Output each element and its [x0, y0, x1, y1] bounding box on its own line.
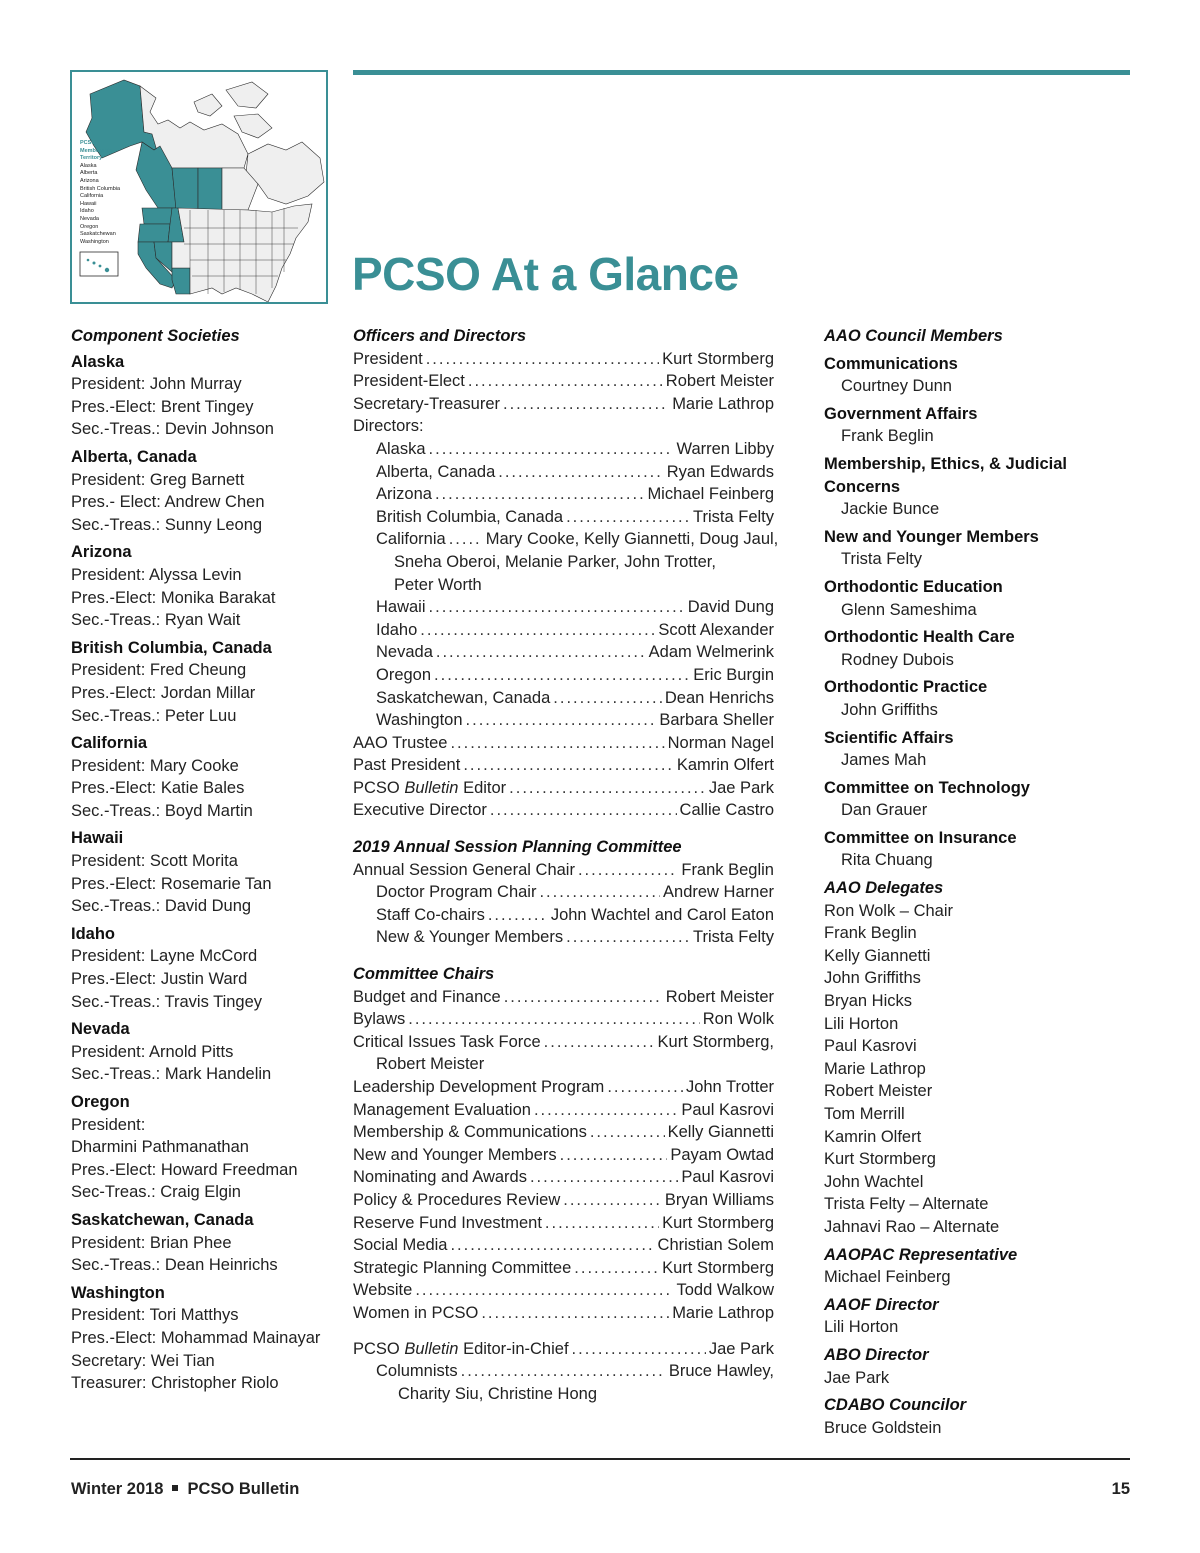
row-value: Adam Welmerink: [648, 643, 774, 662]
row-value: Kurt Stormberg: [662, 349, 774, 368]
map-legend-item: Alaska: [80, 162, 97, 169]
footer-publication: PCSO Bulletin: [187, 1480, 300, 1498]
map-legend-item: Idaho: [80, 208, 94, 215]
dot-leader: [498, 461, 663, 484]
leader-row: [353, 1121, 774, 1144]
society-officer: President: Scott Morita: [71, 852, 238, 871]
row-label: Arizona: [376, 485, 432, 504]
leader-row: [353, 483, 774, 506]
row-label: Doctor Program Chair: [376, 883, 537, 902]
leader-row: [353, 1031, 774, 1054]
society-officer: Sec.-Treas.: Boyd Martin: [71, 801, 253, 820]
row-label: Columnists: [376, 1362, 458, 1381]
leader-row: [353, 596, 774, 619]
leader-row: [353, 1166, 774, 1189]
dot-leader: [544, 1031, 655, 1054]
row-value: Kurt Stormberg,: [657, 1032, 774, 1051]
delegate-name: Lili Horton: [824, 1014, 899, 1033]
dot-leader: [560, 1144, 668, 1167]
council-member: John Griffiths: [841, 700, 938, 719]
society-name: California: [71, 734, 148, 753]
row-label: Secretary-Treasurer: [353, 394, 501, 413]
society-name: British Columbia, Canada: [71, 638, 272, 657]
leader-row: [353, 904, 774, 927]
row-value: Barbara Sheller: [659, 711, 774, 730]
society-name: Saskatchewan, Canada: [71, 1210, 254, 1229]
council-member: Courtney Dunn: [841, 377, 952, 396]
dot-leader: [463, 754, 674, 777]
society-officer: Sec.-Treas.: Sunny Leong: [71, 515, 263, 534]
society-name: Arizona: [71, 543, 132, 562]
continuation-line: Robert Meister: [376, 1055, 485, 1074]
dot-leader: [466, 709, 657, 732]
row-value: Robert Meister: [665, 987, 774, 1006]
row-value: Norman Nagel: [667, 733, 774, 752]
leader-row: [353, 1212, 774, 1235]
section-heading: AAO Council Members: [824, 327, 1003, 345]
society-group: [71, 923, 341, 1013]
society-officer: President: Greg Barnett: [71, 470, 245, 489]
society-officer: Sec.-Treas.: David Dung: [71, 897, 252, 916]
dot-leader: [545, 1212, 659, 1235]
directors-label: Directors:: [353, 417, 424, 436]
leader-row: [353, 926, 774, 949]
dot-leader: [590, 1121, 665, 1144]
row-value: Marie Lathrop: [672, 394, 774, 413]
map-legend-item: Hawaii: [80, 200, 97, 207]
map-legend-item: California: [80, 193, 104, 200]
territory-map: [70, 70, 328, 304]
leader-row: [353, 348, 774, 371]
row-label: Leadership Development Program: [353, 1078, 605, 1096]
row-label: Women in PCSO: [353, 1303, 479, 1322]
map-legend-title: PCSO: [80, 140, 96, 146]
leader-row: [353, 754, 774, 777]
map-legend-title: Membership: [80, 147, 113, 154]
delegate-name: Frank Beglin: [824, 924, 917, 943]
council-member: Glenn Sameshima: [841, 600, 977, 619]
society-group: [71, 827, 341, 917]
row-value: Dean Henrichs: [664, 688, 774, 707]
delegate-name: Bryan Hicks: [824, 992, 913, 1011]
leader-row: [353, 1144, 774, 1167]
row-label: Idaho: [376, 620, 418, 639]
society-officer: Sec-Treas.: Craig Elgin: [71, 1183, 241, 1202]
row-value: Marie Lathrop: [672, 1303, 774, 1322]
footer-issue-date: Winter 2018: [71, 1480, 164, 1498]
delegate-name: Kamrin Olfert: [824, 1127, 922, 1146]
society-officer: President: Tori Matthys: [71, 1306, 239, 1325]
row-label: PCSO Bulletin Editor: [353, 778, 507, 797]
leader-row: [353, 528, 779, 551]
society-name: Hawaii: [71, 829, 124, 848]
dot-leader: [534, 1099, 678, 1122]
map-legend-item: Saskatchewan: [80, 231, 116, 238]
council-committee: Committee on Insurance: [824, 828, 1017, 847]
continuation-line: Sneha Oberoi, Melanie Parker, John Trotter,: [394, 552, 716, 571]
section-heading: AAOPAC Representative: [824, 1245, 1018, 1264]
delegate-name: John Griffiths: [824, 969, 921, 988]
society-group: [71, 732, 341, 822]
council-member: Rita Chuang: [841, 851, 933, 870]
dot-leader: [449, 528, 483, 551]
map-legend: [80, 140, 120, 246]
leader-row: [353, 1279, 774, 1302]
leader-row: [353, 1257, 774, 1280]
row-label: Website: [353, 1281, 413, 1300]
row-value: Bruce Hawley,: [668, 1362, 774, 1381]
row-label: Policy & Procedures Review: [353, 1190, 561, 1209]
leader-row: [353, 1302, 774, 1325]
delegate-name: Tom Merrill: [824, 1105, 905, 1123]
row-value: Eric Burgin: [693, 665, 774, 684]
row-label: Management Evaluation: [353, 1100, 531, 1119]
dot-leader: [461, 1360, 666, 1383]
row-label: British Columbia, Canada: [376, 507, 564, 526]
delegate-name: Trista Felty – Alternate: [824, 1195, 989, 1214]
society-officer: Pres.-Elect: Monika Barakat: [71, 588, 276, 607]
row-label: Nevada: [376, 643, 433, 662]
row-label: Washington: [376, 711, 463, 730]
society-officer: Pres.- Elect: Andrew Chen: [71, 493, 265, 512]
society-name: Alberta, Canada: [71, 447, 197, 466]
row-value: Bryan Williams: [664, 1190, 774, 1209]
council-member: Dan Grauer: [841, 801, 928, 820]
row-label: President-Elect: [353, 372, 465, 391]
row-label: PCSO Bulletin Editor-in-Chief: [353, 1339, 569, 1358]
dot-leader: [408, 1008, 700, 1031]
leader-row: [353, 986, 774, 1009]
row-label: Oregon: [376, 665, 432, 684]
society-officer: Pres.-Elect: Jordan Millar: [71, 683, 256, 702]
dot-leader: [563, 1189, 662, 1212]
dot-leader: [450, 732, 664, 755]
council-committee: Orthodontic Practice: [824, 678, 988, 697]
row-value: Callie Castro: [679, 801, 774, 820]
aao-column: [824, 325, 1144, 1439]
dot-leader: [426, 348, 659, 371]
society-officer: Sec.-Treas.: Peter Luu: [71, 706, 237, 725]
row-value: Trista Felty: [693, 928, 774, 947]
delegate-name: Jahnavi Rao – Alternate: [824, 1217, 1000, 1236]
delegate-name: Ron Wolk – Chair: [824, 901, 953, 920]
council-committee: Government Affairs: [824, 404, 978, 423]
dot-leader: [574, 1257, 659, 1280]
society-name: Idaho: [71, 924, 115, 943]
delegate-name: Kelly Giannetti: [824, 946, 931, 965]
leader-row: [353, 777, 774, 800]
leader-row: [353, 1234, 774, 1257]
row-label: Bylaws: [353, 1010, 406, 1029]
council-member: James Mah: [841, 751, 927, 770]
dot-leader: [530, 1166, 678, 1189]
leader-row: [353, 709, 774, 732]
society-name: Oregon: [71, 1093, 130, 1111]
delegate-name: Marie Lathrop: [824, 1059, 926, 1078]
dot-leader: [539, 881, 660, 904]
delegate-name: John Wachtel: [824, 1172, 924, 1191]
row-label: Hawaii: [376, 598, 426, 617]
map-legend-item: Washington: [80, 238, 109, 245]
section-heading: CDABO Councilor: [824, 1396, 967, 1415]
row-value: Ryan Edwards: [666, 462, 774, 481]
leader-row: [353, 1008, 774, 1031]
council-member: Jackie Bunce: [841, 500, 940, 519]
footer-issue: [71, 1478, 299, 1500]
row-value: Kamrin Olfert: [676, 756, 774, 775]
square-bullet-icon: [172, 1485, 178, 1491]
section-heading: 2019 Annual Session Planning Committee: [353, 838, 682, 857]
row-value: Warren Libby: [676, 439, 774, 458]
leader-row: [353, 664, 774, 687]
society-officer: President: Fred Cheung: [71, 661, 247, 680]
society-officer: Sec.-Treas.: Mark Handelin: [71, 1065, 272, 1084]
dot-leader: [429, 438, 674, 461]
row-label: California: [376, 530, 446, 549]
dot-leader: [553, 687, 662, 710]
dot-leader: [490, 799, 677, 822]
row-label: Alaska: [376, 439, 426, 458]
row-value: Jae Park: [708, 778, 774, 797]
society-group: [71, 1282, 341, 1395]
row-label: Staff Co-chairs: [376, 905, 485, 924]
dot-leader: [435, 483, 644, 506]
society-group: [71, 351, 341, 441]
council-committee: Membership, Ethics, & Judicial Concerns: [824, 454, 1067, 496]
dot-leader: [572, 1338, 706, 1361]
council-member: Trista Felty: [841, 550, 922, 569]
role-holder: Bruce Goldstein: [824, 1418, 942, 1437]
dot-leader: [578, 859, 678, 882]
footer-rule: [70, 1458, 1130, 1460]
row-label: New & Younger Members: [376, 928, 564, 947]
council-committee: Orthodontic Health Care: [824, 628, 1015, 647]
section-heading: Component Societies: [71, 327, 240, 345]
council-committee: Scientific Affairs: [824, 728, 954, 747]
dot-leader: [566, 926, 690, 949]
row-value: Andrew Harner: [663, 883, 774, 902]
society-officer: Pres.-Elect: Katie Bales: [71, 779, 245, 798]
map-legend-item: Nevada: [80, 215, 99, 222]
leader-row: [353, 641, 774, 664]
delegate-name: Kurt Stormberg: [824, 1150, 936, 1169]
dot-leader: [434, 664, 690, 687]
section-heading: ABO Director: [824, 1345, 929, 1364]
leader-row: [353, 370, 774, 393]
row-value: Ron Wolk: [702, 1010, 774, 1029]
leader-row: [353, 438, 774, 461]
row-label: Budget and Finance: [353, 987, 501, 1006]
leader-row: [353, 393, 774, 416]
row-value: John Wachtel and Carol Eaton: [550, 905, 774, 924]
dot-leader: [481, 1302, 669, 1325]
row-label: Saskatchewan, Canada: [376, 688, 551, 707]
society-officer: Pres.-Elect: Brent Tingey: [71, 397, 254, 416]
dot-leader: [509, 777, 706, 800]
society-officer: Treasurer: Christopher Riolo: [71, 1374, 279, 1393]
society-officer: President: Mary Cooke: [71, 756, 239, 775]
officers-column: [353, 325, 779, 1405]
society-officer: President: Alyssa Levin: [71, 565, 242, 584]
council-member: Rodney Dubois: [841, 650, 954, 669]
society-group: [71, 541, 341, 631]
continuation-line: Charity Siu, Christine Hong: [398, 1384, 597, 1403]
leader-row: [353, 799, 774, 822]
leader-row: [353, 1338, 774, 1361]
council-committee: Committee on Technology: [824, 778, 1030, 797]
page-number: 15: [1111, 1480, 1130, 1498]
dot-leader: [488, 904, 548, 927]
society-officer: Secretary: Wei Tian: [71, 1351, 215, 1370]
map-legend-item: Alberta: [80, 170, 98, 177]
society-officer: Dharmini Pathmanathan: [71, 1138, 249, 1157]
row-label: President: [353, 349, 423, 368]
row-label: Membership & Communications: [353, 1123, 587, 1142]
council-committee: Orthodontic Education: [824, 577, 1003, 596]
dot-leader: [566, 506, 690, 529]
leader-row: [353, 619, 774, 642]
leader-row: [353, 1076, 774, 1099]
society-name: Washington: [71, 1283, 165, 1302]
map-legend-item: Oregon: [80, 223, 99, 230]
row-label: New and Younger Members: [353, 1145, 557, 1164]
dot-leader: [429, 596, 685, 619]
leader-row: [353, 461, 774, 484]
society-officer: President:: [71, 1115, 146, 1134]
row-value: Paul Kasrovi: [681, 1100, 774, 1119]
row-value: Christian Solem: [657, 1236, 774, 1255]
dot-leader: [503, 393, 669, 416]
role-holder: Lili Horton: [824, 1318, 899, 1337]
row-value: Kurt Stormberg: [662, 1213, 774, 1232]
leader-row: [353, 687, 774, 710]
section-heading: AAO Delegates: [824, 879, 944, 898]
row-value: Frank Beglin: [681, 860, 774, 879]
section-heading: AAOF Director: [824, 1295, 939, 1314]
dot-leader: [415, 1279, 673, 1302]
society-group: [71, 1018, 341, 1086]
continuation-line: Peter Worth: [394, 575, 482, 594]
council-member: Frank Beglin: [841, 427, 934, 446]
row-label: Nominating and Awards: [353, 1168, 527, 1187]
society-officer: President: Arnold Pitts: [71, 1042, 234, 1061]
delegate-name: Paul Kasrovi: [824, 1037, 917, 1056]
component-societies-column: [71, 325, 341, 1395]
map-legend-item: British Columbia: [80, 185, 121, 192]
dot-leader: [468, 370, 663, 393]
society-name: Nevada: [71, 1020, 130, 1039]
row-value: Payam Owtad: [670, 1145, 774, 1164]
section-heading: Officers and Directors: [353, 327, 527, 345]
society-group: [71, 637, 341, 727]
council-committee: New and Younger Members: [824, 527, 1039, 546]
row-value: Jae Park: [708, 1339, 774, 1358]
row-value: Kurt Stormberg: [662, 1258, 774, 1277]
row-value: Mary Cooke, Kelly Giannetti, Doug Jaul,: [485, 530, 779, 549]
society-group: [71, 1091, 341, 1204]
society-group: [71, 1209, 341, 1277]
society-officer: President: Brian Phee: [71, 1233, 232, 1252]
row-value: John Trotter: [685, 1078, 774, 1096]
leader-row: [353, 859, 774, 882]
dot-leader: [504, 986, 663, 1009]
society-officer: Sec.-Treas.: Ryan Wait: [71, 611, 241, 630]
leader-row: [353, 881, 774, 904]
row-label: Critical Issues Task Force: [353, 1032, 541, 1051]
leader-row: [353, 732, 774, 755]
row-label: Strategic Planning Committee: [353, 1258, 572, 1277]
row-label: Past President: [353, 756, 461, 775]
top-accent-rule: [353, 70, 1130, 75]
society-officer: Sec.-Treas.: Travis Tingey: [71, 992, 263, 1011]
society-officer: Sec.-Treas.: Devin Johnson: [71, 420, 274, 439]
row-label: Reserve Fund Investment: [353, 1213, 542, 1232]
row-label: Social Media: [353, 1236, 448, 1255]
dot-leader: [420, 619, 655, 642]
leader-row: [353, 506, 774, 529]
delegate-name: Robert Meister: [824, 1082, 933, 1101]
row-value: Trista Felty: [693, 507, 774, 526]
map-legend-title: Territory: [80, 155, 103, 162]
row-value: Scott Alexander: [658, 620, 774, 639]
society-officer: President: John Murray: [71, 375, 242, 394]
society-officer: President: Layne McCord: [71, 947, 258, 966]
dot-leader: [607, 1076, 683, 1099]
row-value: Michael Feinberg: [647, 485, 774, 504]
role-holder: Jae Park: [824, 1368, 890, 1387]
society-name: Alaska: [71, 352, 125, 371]
row-label: Annual Session General Chair: [353, 860, 575, 879]
dot-leader: [450, 1234, 654, 1257]
row-value: Kelly Giannetti: [667, 1123, 774, 1142]
society-group: [71, 446, 341, 536]
leader-row: [353, 1360, 774, 1383]
row-value: Robert Meister: [665, 372, 774, 391]
society-officer: Pres.-Elect: Mohammad Mainayar: [71, 1328, 321, 1347]
society-officer: Pres.-Elect: Rosemarie Tan: [71, 874, 272, 893]
page-title: PCSO At a Glance: [352, 248, 739, 300]
dot-leader: [436, 641, 646, 664]
row-value: Todd Walkow: [676, 1281, 774, 1300]
role-holder: Michael Feinberg: [824, 1268, 951, 1287]
society-officer: Pres.-Elect: Justin Ward: [71, 970, 248, 989]
map-legend-item: Arizona: [80, 177, 99, 184]
row-label: Executive Director: [353, 801, 487, 820]
council-committee: Communications: [824, 354, 958, 373]
row-label: AAO Trustee: [353, 733, 448, 752]
society-officer: Sec.-Treas.: Dean Heinrichs: [71, 1256, 278, 1275]
row-label: Alberta, Canada: [376, 462, 496, 481]
leader-row: [353, 1189, 774, 1212]
society-officer: Pres.-Elect: Howard Freedman: [71, 1160, 298, 1179]
leader-row: [353, 1099, 774, 1122]
section-heading: Committee Chairs: [353, 965, 495, 984]
row-value: David Dung: [687, 598, 774, 617]
row-value: Paul Kasrovi: [681, 1168, 774, 1187]
